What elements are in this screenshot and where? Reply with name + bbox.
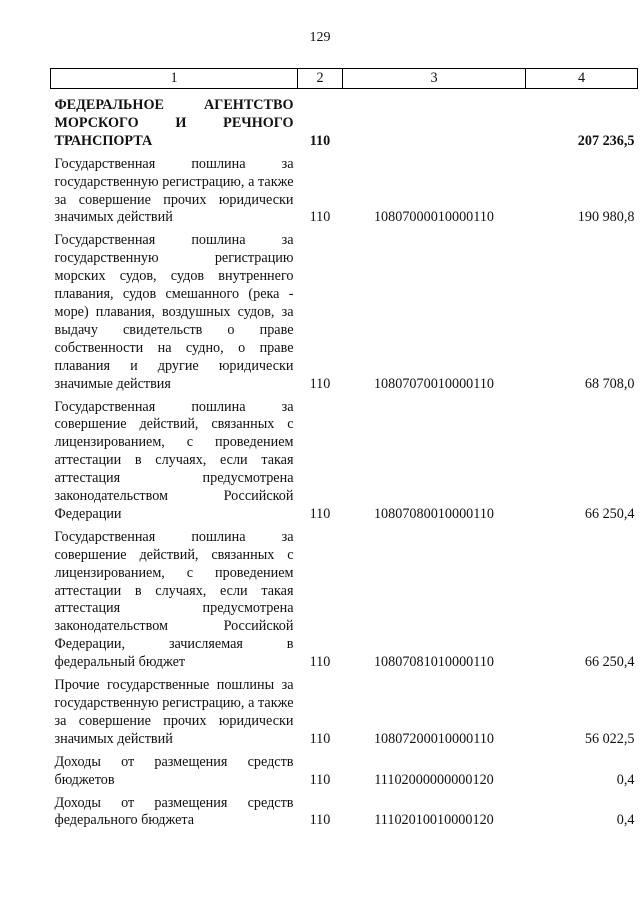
revenue-code xyxy=(343,89,526,156)
revenue-code: 10807070010000110 xyxy=(373,375,495,392)
column-number-header-row xyxy=(51,69,638,89)
table-row xyxy=(51,232,638,398)
revenue-name: Государственная пошлина за государственную регистрацию, а также за совершение прочих юридически значимых действий xyxy=(54,155,294,226)
revenue-code: 11102000000000120 xyxy=(374,771,494,788)
table-row xyxy=(51,795,638,836)
amount: 190 980,8 xyxy=(577,209,635,226)
revenue-name: Государственная пошлина за государственную регистрацию морских судов, судов внутреннего плавания, судов смешанного (река - море) плавания, воздушных судов, за выдачу свидетельств о праве собственности на судно, о праве плавания и другие юридически значимые действия xyxy=(54,232,294,392)
admin-code: 110 xyxy=(309,375,331,392)
amount: 66 250,4 xyxy=(584,654,635,671)
amount: 0,4 xyxy=(616,771,635,788)
revenue-table xyxy=(50,68,638,835)
header-col-4: 4 xyxy=(526,69,638,89)
admin-code: 110 xyxy=(309,654,331,671)
amount: 68 708,0 xyxy=(584,375,635,392)
revenue-name: Прочие государственные пошлины за государственную регистрацию, а также за совершение прочих юридически значимых действий xyxy=(54,677,294,747)
amount: 56 022,5 xyxy=(584,730,635,747)
header-col-2: 2 xyxy=(298,69,343,89)
agency-row xyxy=(51,89,638,156)
table-row xyxy=(51,529,638,677)
amount: 207 236,5 xyxy=(577,132,635,149)
admin-code: 110 xyxy=(309,505,331,522)
table-row xyxy=(51,677,638,754)
table-row xyxy=(51,156,638,233)
table-row xyxy=(51,399,638,529)
revenue-name: Доходы от размещения средств бюджетов xyxy=(54,753,294,788)
revenue-code: 10807000010000110 xyxy=(373,209,495,226)
revenue-name: Государственная пошлина за совершение действий, связанных с лицензированием, с проведением аттестации в случаях, если такая аттестация предусмотрена законодательством Российской Федерации xyxy=(54,398,294,522)
revenue-code: 10807080010000110 xyxy=(373,505,495,522)
table-row xyxy=(51,754,638,795)
revenue-name: Государственная пошлина за совершение действий, связанных с лицензированием, с проведением аттестации в случаях, если такая аттестация предусмотрена законодательством Российской Федерации, зачисляемая в федеральный бюджет xyxy=(54,528,294,671)
amount: 66 250,4 xyxy=(584,505,635,522)
page-number: 129 xyxy=(309,30,331,45)
amount: 0,4 xyxy=(616,812,635,829)
admin-code: 110 xyxy=(309,730,331,747)
admin-code: 110 xyxy=(309,771,331,788)
header-col-1: 1 xyxy=(51,69,298,89)
agency-name: ФЕДЕРАЛЬНОЕ АГЕНТСТВО МОРСКОГО И РЕЧНОГО ТРАНСПОРТА xyxy=(54,97,294,149)
revenue-code: 10807200010000110 xyxy=(373,730,495,747)
admin-code: 110 xyxy=(309,209,331,226)
header-col-3: 3 xyxy=(343,69,526,89)
admin-code: 110 xyxy=(309,812,331,829)
admin-code: 110 xyxy=(309,132,331,149)
revenue-name: Доходы от размещения средств федерального бюджета xyxy=(54,794,294,829)
revenue-code: 11102010010000120 xyxy=(374,812,494,829)
revenue-code: 10807081010000110 xyxy=(373,654,495,671)
